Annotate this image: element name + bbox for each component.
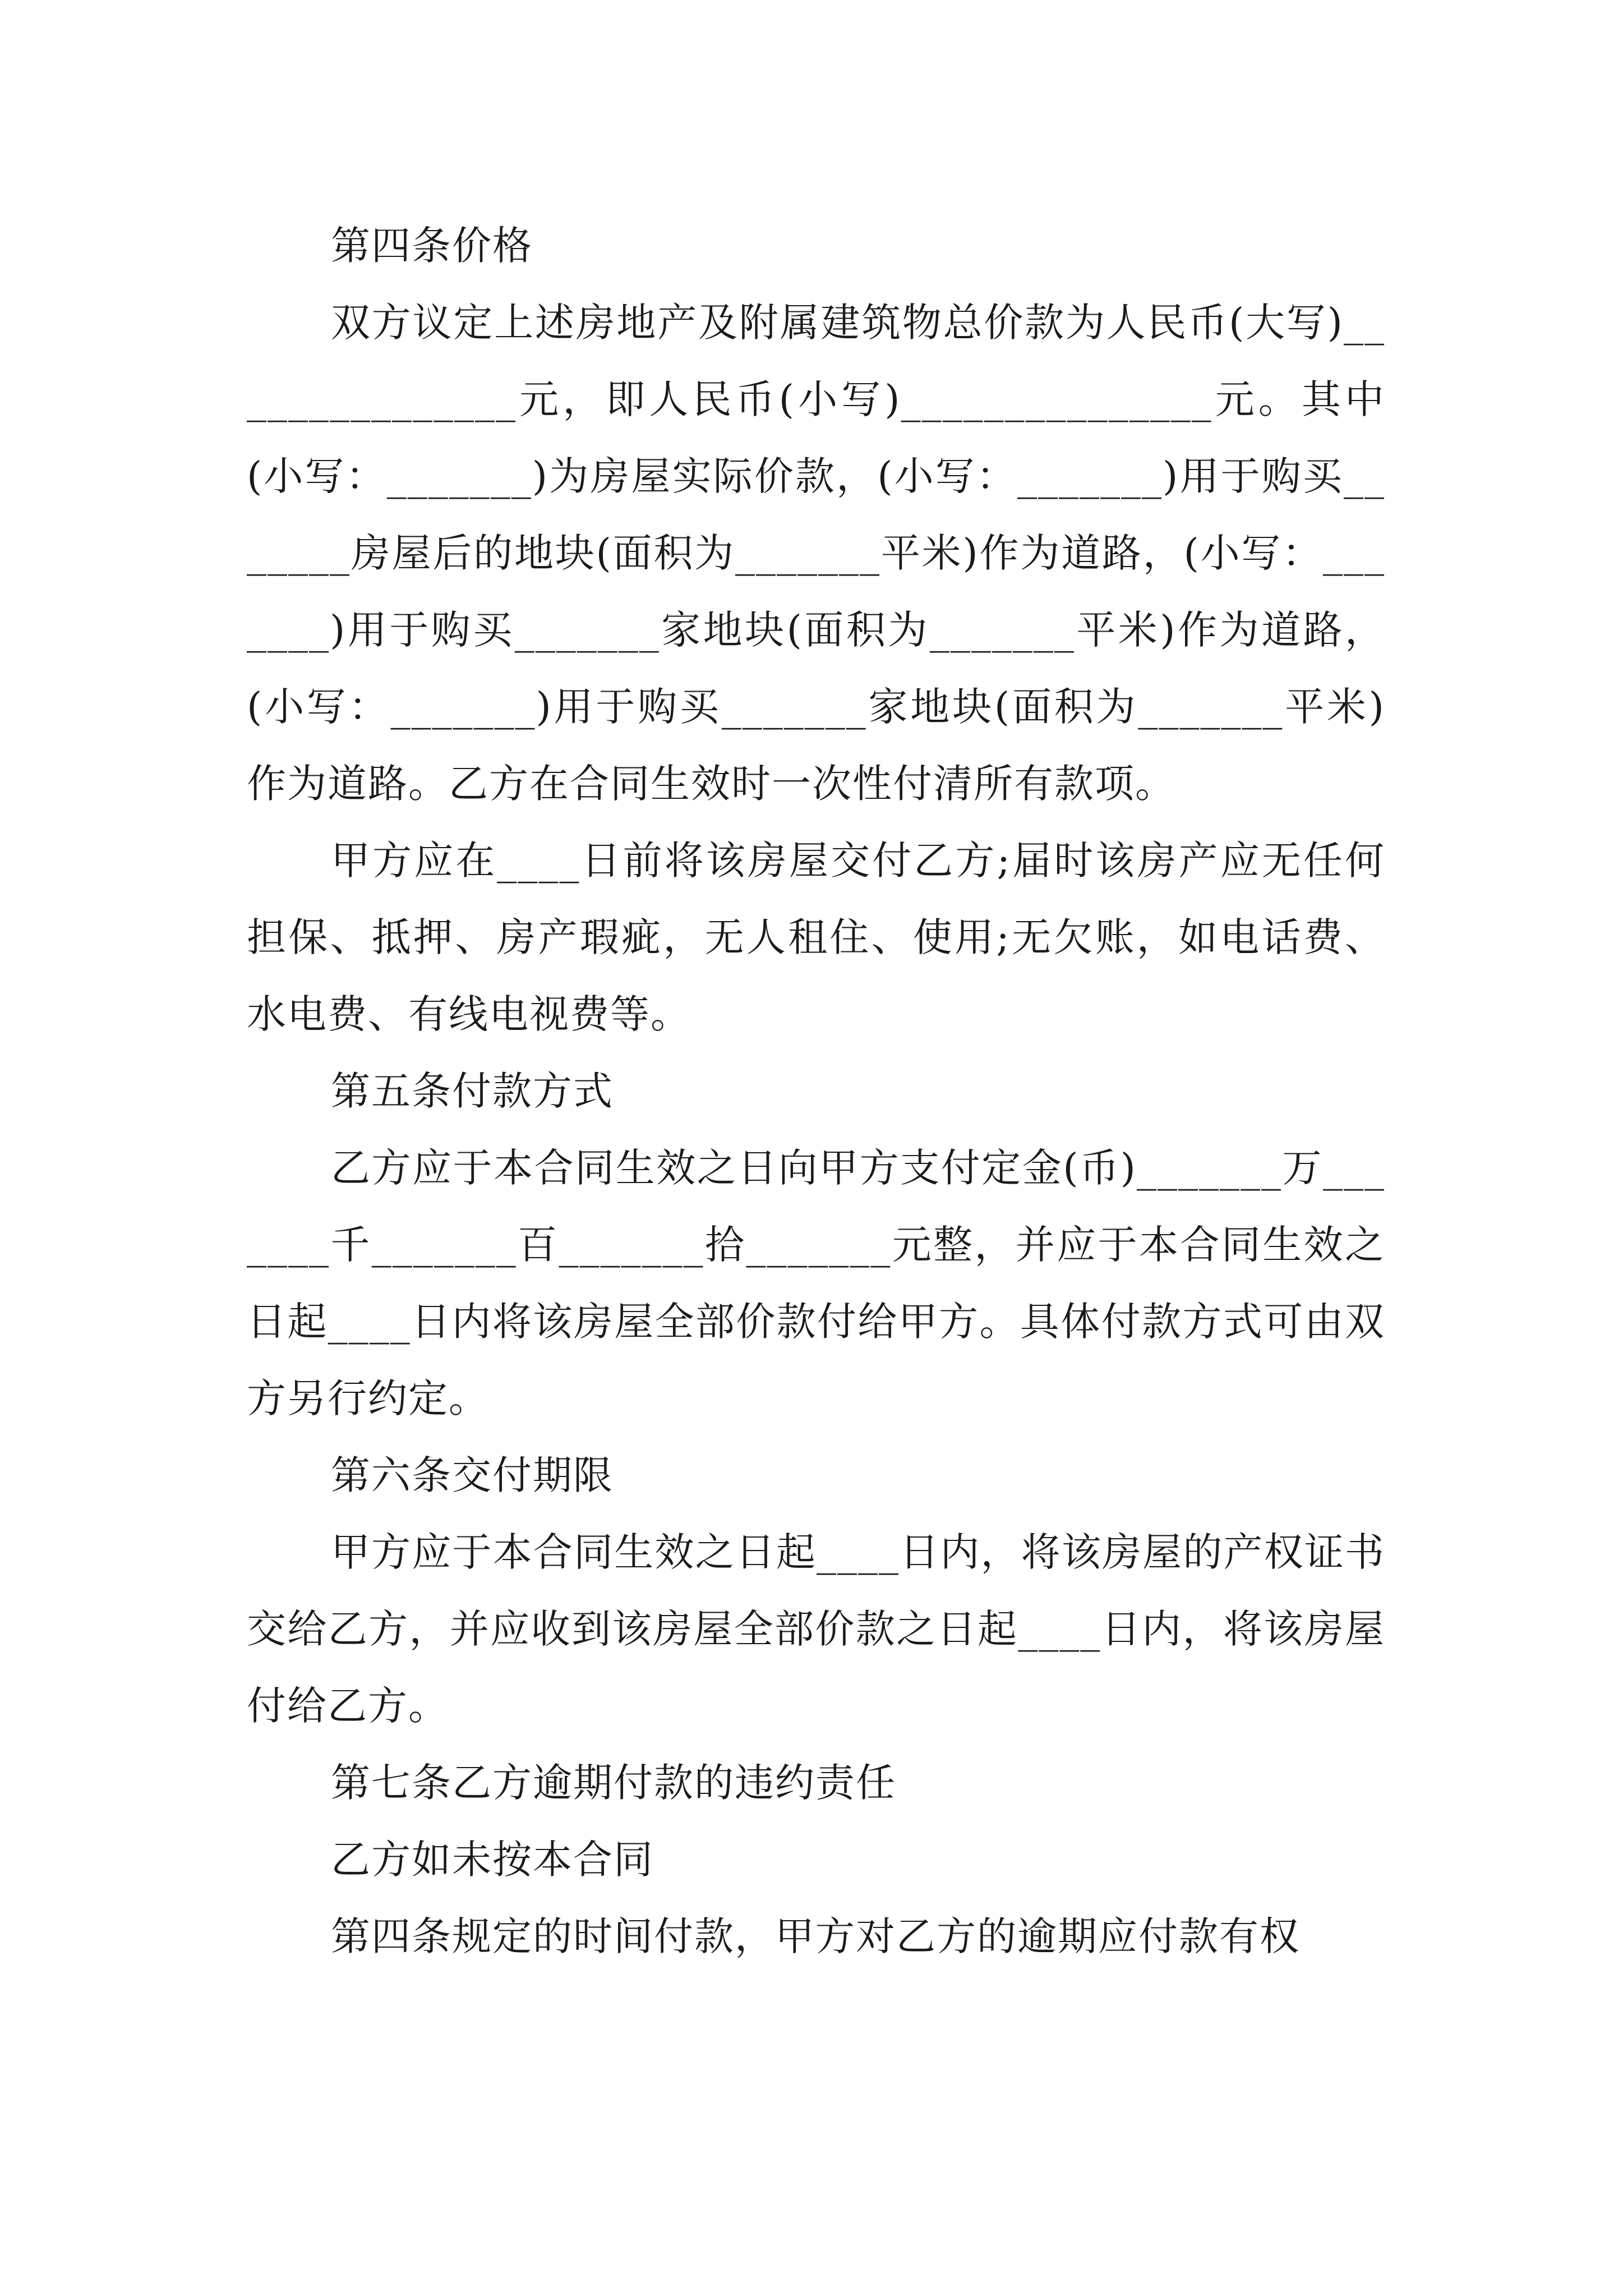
article-4-price-paragraph: 双方议定上述房地产及附属建筑物总价款为人民币(大写)_______________元，即人民币(小写)_______________元。其中(小写：_______)为房屋实际价款，(小写：_______)用于购买_______房屋后的地块(面积为_______平米)作为道路，(小写：_______)用于购买_______家地块(面积为_______平米)作为道路，(小写：_______)用于购买_______家地块(面积为_______平米)作为道路。乙方在合同生效时一次性付清所有款项。	[247, 300, 1385, 807]
document-body	[247, 208, 1385, 1975]
article-7-heading: 第七条乙方逾期付款的违约责任	[331, 1760, 896, 1806]
article-5-heading: 第五条付款方式	[331, 1068, 614, 1114]
article-4-heading: 第四条价格	[331, 223, 533, 269]
article-6-heading: 第六条交付期限	[331, 1452, 614, 1498]
article-7-paragraph-start: 乙方如未按本合同	[331, 1837, 654, 1883]
article-6-delivery-term-paragraph: 甲方应于本合同生效之日起____日内，将该房屋的产权证书交给乙方，并应收到该房屋全部价款之日起____日内，将该房屋付给乙方。	[247, 1529, 1385, 1729]
article-7-paragraph-continued: 第四条规定的时间付款，甲方对乙方的逾期应付款有权	[331, 1913, 1300, 1959]
article-5-payment-paragraph: 乙方应于本合同生效之日向甲方支付定金(币)_______万_______千_______百_______拾_______元整，并应于本合同生效之日起____日内将该房屋全部价款付给甲方。具体付款方式可由双方另行约定。	[247, 1145, 1385, 1421]
article-4-delivery-paragraph: 甲方应在____日前将该房屋交付乙方;届时该房产应无任何担保、抵押、房产瑕疵，无人租住、使用;无欠账，如电话费、水电费、有线电视费等。	[247, 838, 1385, 1037]
